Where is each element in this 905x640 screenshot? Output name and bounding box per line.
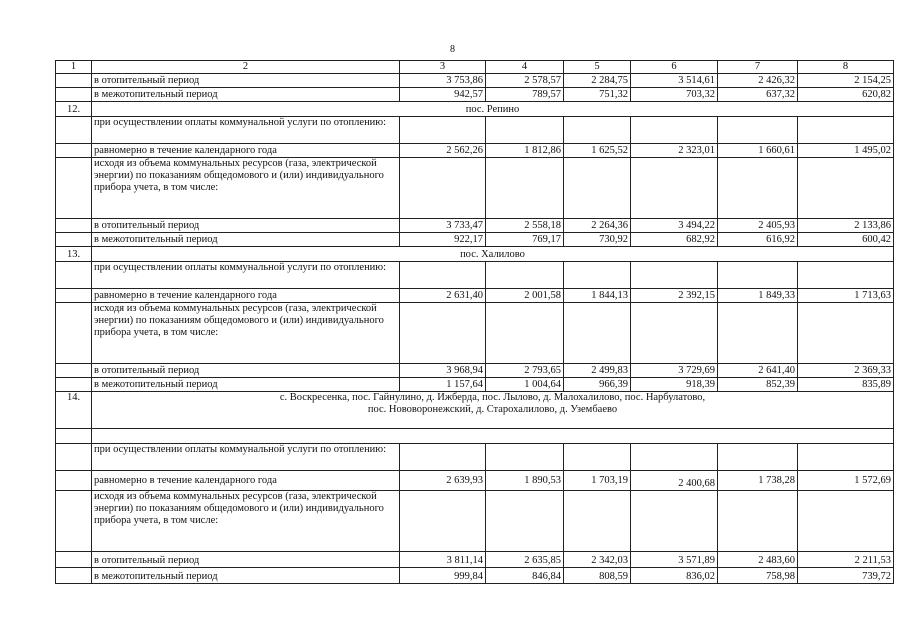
value-cell: 1 157,64 [400,378,486,392]
section-header [56,102,894,117]
row-label: в межотопительный период [92,378,400,392]
row-label: в межотопительный период [92,88,400,102]
value-cell: 918,39 [631,378,718,392]
value-cell: 2 562,26 [400,144,486,158]
table-row [56,88,894,102]
table-row [56,233,894,247]
value-cell: 2 211,53 [798,552,894,568]
section-name-line: пос. Нововоронежский, д. Старохалилово, д. Узембаево [367,404,618,415]
row-label: исходя из объема коммунальных ресурсов (газа, электрической энергии) по показаниям общедомового и (или) индивидуального прибора учета, в том числе: [92,303,400,364]
page-number: 8 [450,44,455,55]
value-cell: 1 713,63 [798,289,894,303]
value-cell: 1 738,28 [718,471,798,491]
header-cell: 7 [718,61,798,74]
section-name: пос. Репино [92,102,894,117]
table-row [56,378,894,392]
row-label: при осуществлении оплаты коммунальной услуги по отоплению: [92,262,400,289]
value-cell: 758,98 [718,568,798,584]
header-cell: 4 [486,61,564,74]
section-header [56,392,894,429]
header-cell: 1 [56,61,92,74]
table-row [56,444,894,471]
value-cell: 1 660,61 [718,144,798,158]
row-label: в отопительный период [92,552,400,568]
header-row [56,61,894,74]
table-row [56,144,894,158]
value-cell: 852,39 [718,378,798,392]
value-cell: 2 154,25 [798,74,894,88]
row-label: исходя из объема коммунальных ресурсов (газа, электрической энергии) по показаниям общедомового и (или) индивидуального прибора учета, в том числе: [92,491,400,552]
value-cell: 2 499,83 [564,364,631,378]
value-cell: 2 483,60 [718,552,798,568]
value-cell: 2 323,01 [631,144,718,158]
row-label: в межотопительный период [92,568,400,584]
value-cell: 789,57 [486,88,564,102]
row-label: равномерно в течение календарного года [92,471,400,491]
value-cell: 600,42 [798,233,894,247]
value-cell: 616,92 [718,233,798,247]
value-cell: 2 578,57 [486,74,564,88]
header-cell: 2 [92,61,400,74]
table-row [56,364,894,378]
table-row [56,552,894,568]
row-label: исходя из объема коммунальных ресурсов (газа, электрической энергии) по показаниям общедомового и (или) индивидуального прибора учета, в том числе: [92,158,400,219]
table-row [56,262,894,289]
row-label: при осуществлении оплаты коммунальной услуги по отоплению: [92,117,400,144]
value-cell: 751,32 [564,88,631,102]
value-cell: 2 558,18 [486,219,564,233]
value-cell: 3 494,22 [631,219,718,233]
value-cell: 682,92 [631,233,718,247]
value-cell: 942,57 [400,88,486,102]
value-cell: 3 729,69 [631,364,718,378]
row-label: равномерно в течение календарного года [92,144,400,158]
value-cell: 2 369,33 [798,364,894,378]
value-cell: 1 004,64 [486,378,564,392]
value-cell: 2 793,65 [486,364,564,378]
spacer-row [56,429,894,444]
row-label: в отопительный период [92,219,400,233]
value-cell: 1 495,02 [798,144,894,158]
value-cell: 2 133,86 [798,219,894,233]
value-cell: 637,32 [718,88,798,102]
row-label: в межотопительный период [92,233,400,247]
value-cell: 1 572,69 [798,471,894,491]
value-cell: 808,59 [564,568,631,584]
value-cell: 1 890,53 [486,471,564,491]
table-row [56,74,894,88]
value-cell: 999,84 [400,568,486,584]
value-cell: 836,02 [631,568,718,584]
value-cell: 3 753,86 [400,74,486,88]
value-cell: 835,89 [798,378,894,392]
value-cell: 2 635,85 [486,552,564,568]
value-cell: 730,92 [564,233,631,247]
section-name-line: с. Воскресенка, пос. Гайнулино, д. Ижберда, пос. Лылово, д. Малохалилово, пос. Нарбулатово, [279,392,706,403]
value-cell: 2 426,32 [718,74,798,88]
table-row [56,568,894,584]
table-row [56,303,894,364]
table-row [56,117,894,144]
section-number: 12. [56,102,92,117]
value-cell: 2 641,40 [718,364,798,378]
value-cell: 846,84 [486,568,564,584]
row-label: в отопительный период [92,364,400,378]
section-name [92,392,894,429]
header-cell: 6 [631,61,718,74]
value-cell: 3 733,47 [400,219,486,233]
table-row [56,289,894,303]
header-cell: 8 [798,61,894,74]
value-cell: 739,72 [798,568,894,584]
value-cell: 2 342,03 [564,552,631,568]
row-label: равномерно в течение календарного года [92,289,400,303]
value-cell: 1 849,33 [718,289,798,303]
table-row [56,471,894,491]
section-number: 13. [56,247,92,262]
value-cell: 2 264,36 [564,219,631,233]
header-cell: 3 [400,61,486,74]
section-header [56,247,894,262]
value-cell: 2 639,93 [400,471,486,491]
value-cell: 703,32 [631,88,718,102]
value-cell: 1 703,19 [564,471,631,491]
table-row [56,219,894,233]
value-cell: 2 631,40 [400,289,486,303]
value-cell: 2 405,93 [718,219,798,233]
section-number: 14. [56,392,92,429]
value-cell: 2 400,68 [631,471,718,491]
table-row [56,158,894,219]
tariff-table [55,60,894,584]
value-cell: 3 968,94 [400,364,486,378]
value-cell: 1 812,86 [486,144,564,158]
value-cell: 966,39 [564,378,631,392]
row-label: в отопительный период [92,74,400,88]
value-cell: 1 625,52 [564,144,631,158]
table-row [56,491,894,552]
value-cell: 2 001,58 [486,289,564,303]
row-label: при осуществлении оплаты коммунальной услуги по отоплению: [92,444,400,471]
section-name: пос. Халилово [92,247,894,262]
value-cell: 2 284,75 [564,74,631,88]
value-cell: 3 571,89 [631,552,718,568]
value-cell: 2 392,15 [631,289,718,303]
header-cell: 5 [564,61,631,74]
value-cell: 620,82 [798,88,894,102]
value-cell: 3 811,14 [400,552,486,568]
value-cell: 769,17 [486,233,564,247]
value-cell: 922,17 [400,233,486,247]
value-cell: 3 514,61 [631,74,718,88]
value-cell: 1 844,13 [564,289,631,303]
